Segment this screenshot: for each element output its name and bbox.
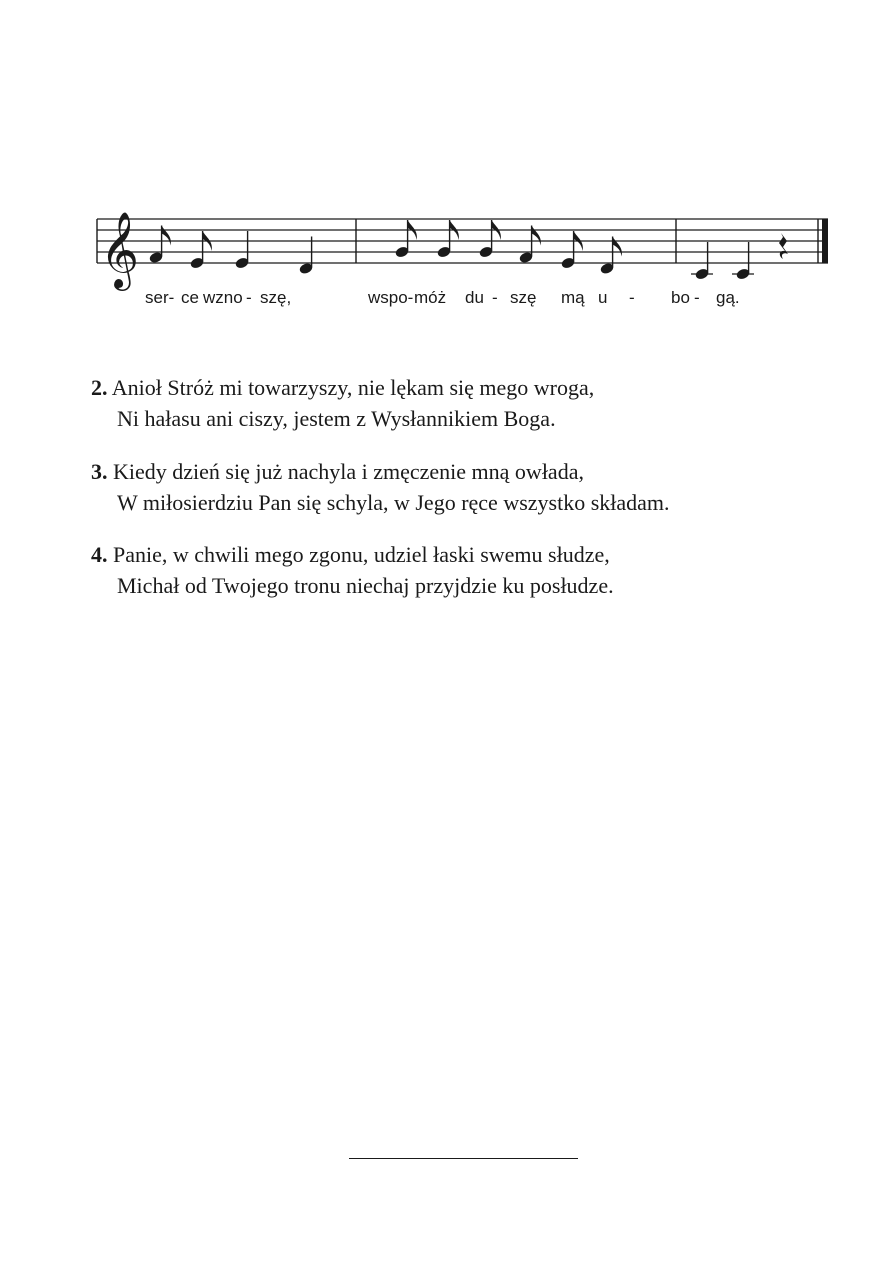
verse-2 <box>91 372 594 434</box>
eighth-note <box>518 226 541 265</box>
eighth-note <box>436 220 459 259</box>
lyric-syllable: - <box>629 288 635 307</box>
lyric-syllable: szę <box>510 288 537 307</box>
lyric-syllable: mą <box>561 288 585 307</box>
lyric-syllable: - <box>694 288 700 307</box>
footer-rule <box>349 1158 578 1159</box>
eighth-note <box>189 231 212 270</box>
quarter-rest <box>779 233 788 259</box>
lyric-syllable: ce <box>181 288 199 307</box>
verse-line: Michał od Twojego tronu niechaj przyjdzie ku posłudze. <box>117 573 614 598</box>
notes <box>148 220 788 281</box>
note-flag <box>162 226 171 246</box>
eighth-note <box>560 231 583 270</box>
lyric-syllable: ser- <box>145 288 175 307</box>
lyric-syllable: wspo- <box>368 288 414 307</box>
eighth-note <box>148 226 171 265</box>
quarter-note <box>234 231 249 270</box>
eighth-note <box>478 220 501 259</box>
final-barline-thick <box>822 219 828 263</box>
verse-number: 4. <box>91 542 108 567</box>
lyric-syllable: - <box>246 288 252 307</box>
verse-line: Ni hałasu ani ciszy, jestem z Wysłannikiem Boga. <box>117 406 556 431</box>
music-staff <box>0 0 893 330</box>
verse-line: Anioł Stróż mi towarzyszy, nie lękam się mego wroga, <box>111 375 595 400</box>
treble-clef-icon <box>100 211 139 291</box>
lyric-syllable: gą. <box>716 288 740 307</box>
treble-clef-glyph: 𝄞 <box>100 211 140 288</box>
verse-line: Panie, w chwili mego zgonu, udziel łaski swemu słudze, <box>113 542 610 567</box>
lyric-syllable: - <box>492 288 498 307</box>
note-flag <box>532 226 541 246</box>
verse-number: 3. <box>91 459 108 484</box>
lyric-syllable: móż <box>414 288 447 307</box>
verse-4 <box>91 539 614 601</box>
lyrics <box>145 288 740 307</box>
quarter-note <box>732 242 754 281</box>
eighth-note <box>394 220 417 259</box>
eighth-note <box>599 237 622 276</box>
lyric-syllable: wzno <box>203 288 243 307</box>
verse-number: 2. <box>91 375 108 400</box>
verse-line: Kiedy dzień się już nachyla i zmęczenie mną owłada, <box>113 459 584 484</box>
quarter-note <box>691 242 713 281</box>
lyric-syllable: bo <box>671 288 690 307</box>
verse-line: W miłosierdziu Pan się schyla, w Jego ręce wszystko składam. <box>117 490 670 515</box>
lyric-syllable: szę, <box>260 288 292 307</box>
lyric-syllable: du <box>465 288 484 307</box>
note-flag <box>613 237 622 257</box>
quarter-note <box>298 237 313 276</box>
lyric-syllable: u <box>598 288 608 307</box>
verse-3 <box>91 456 670 518</box>
